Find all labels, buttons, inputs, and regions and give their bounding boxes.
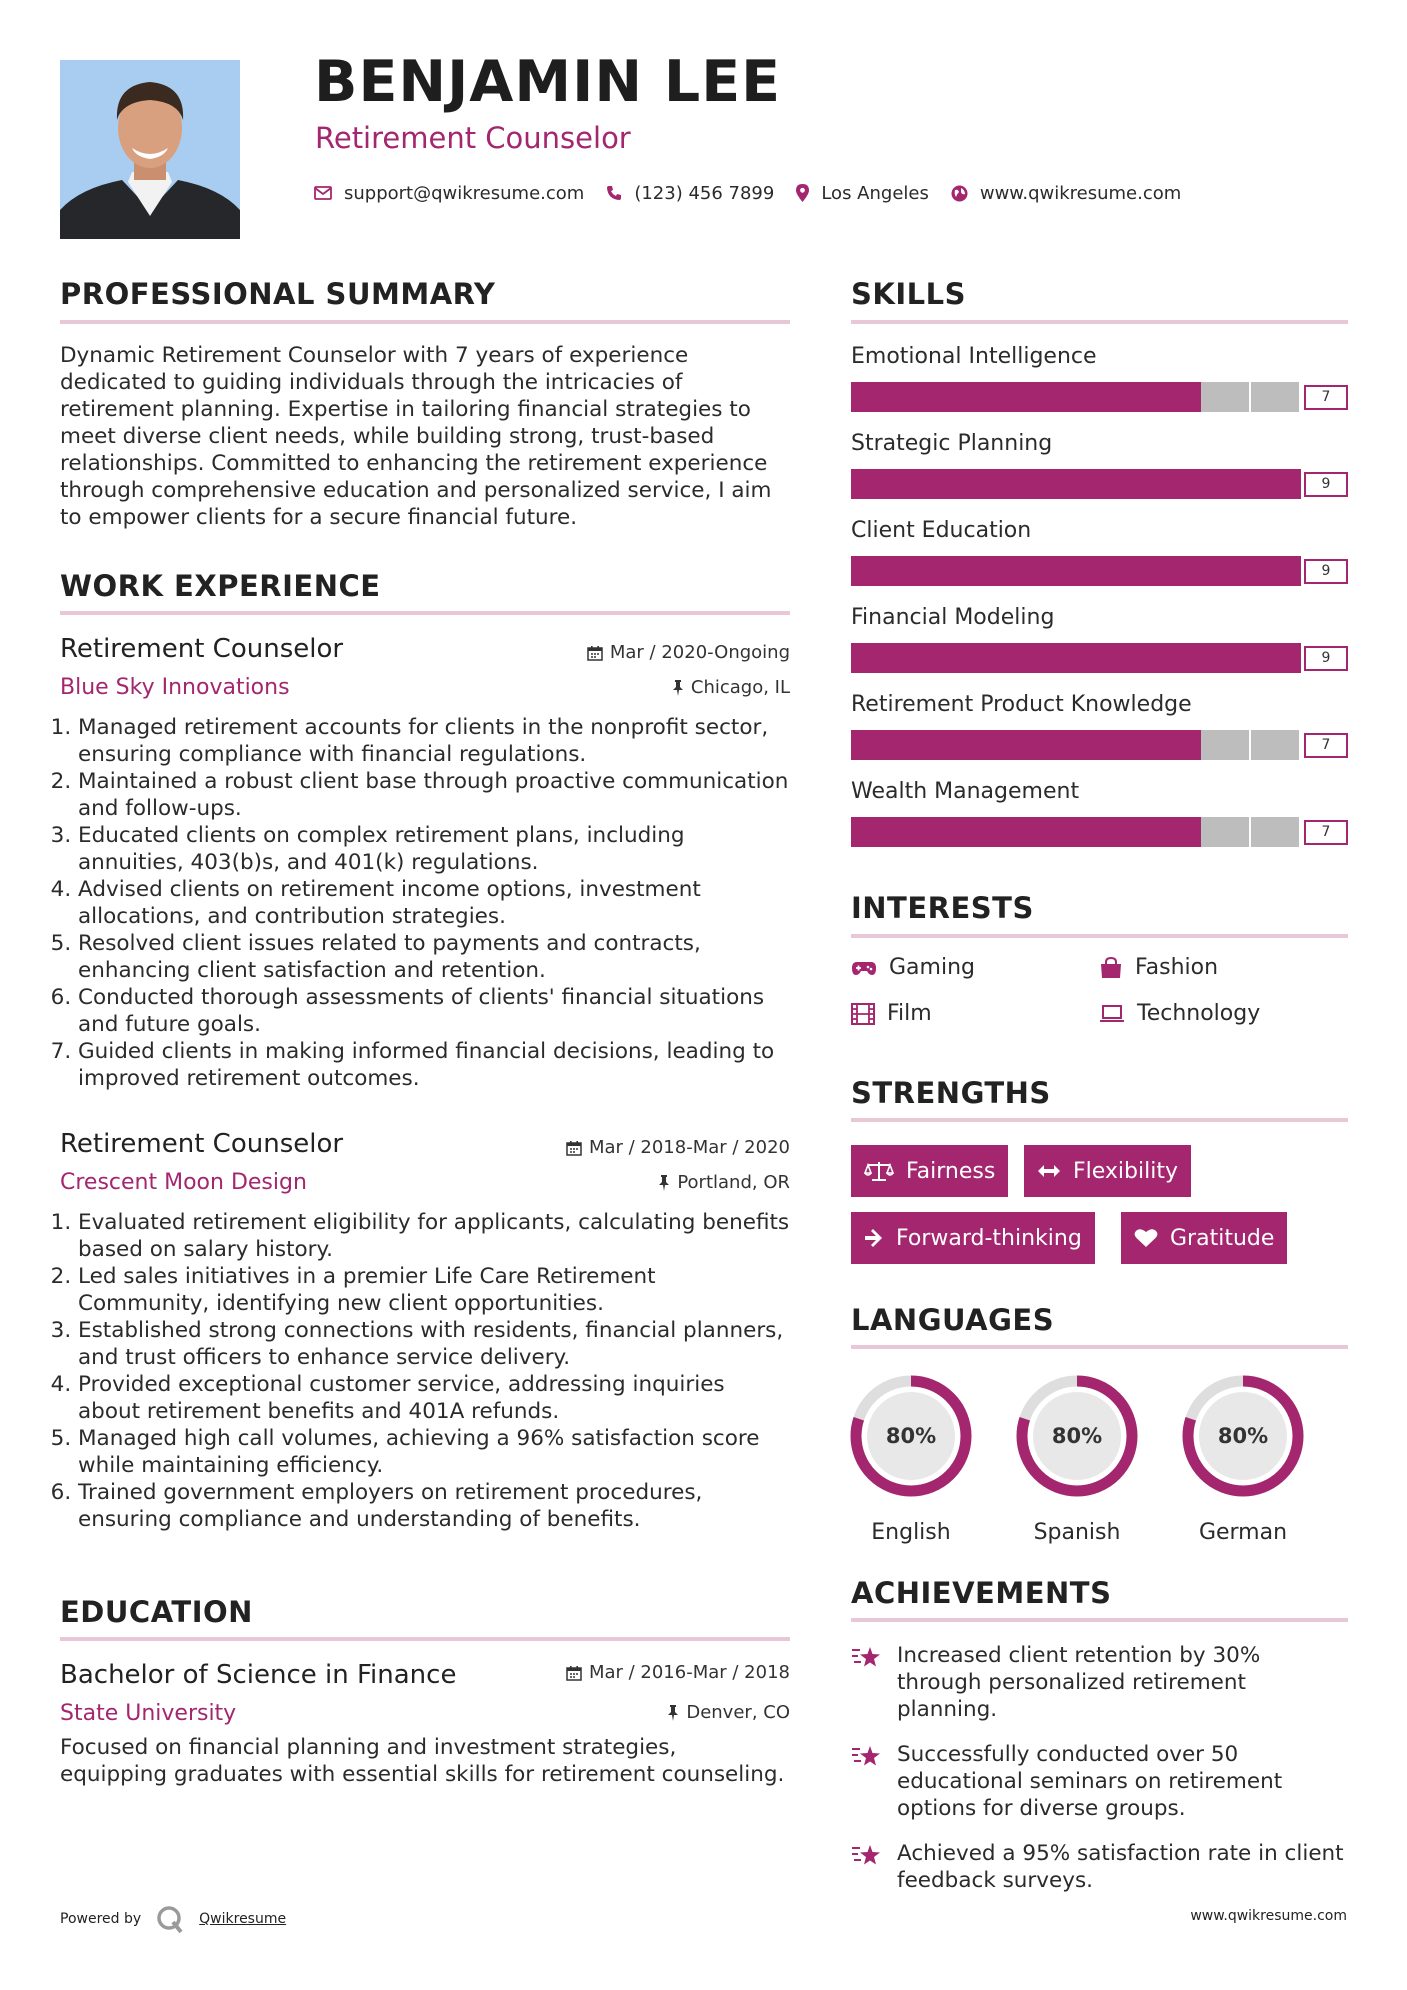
language-progress-ring [1173, 1366, 1313, 1506]
language-item [1173, 1366, 1313, 1545]
footer-powered-by [60, 1904, 286, 1934]
skills-divider [851, 320, 1348, 324]
shooting-star-icon [851, 1644, 883, 1672]
skill-segment [951, 817, 1001, 847]
skill-segment [1051, 643, 1101, 673]
skill-segment [1251, 730, 1301, 760]
language-item [841, 1366, 981, 1545]
strengths-divider [851, 1118, 1348, 1122]
skill-level-bar [851, 817, 1348, 847]
skill-segment [851, 643, 901, 673]
gamepad-icon [851, 959, 877, 977]
languages-divider [851, 1345, 1348, 1349]
contact-bar [314, 178, 1203, 208]
skill-segment [1001, 643, 1051, 673]
skill-segment [1201, 817, 1251, 847]
achievement-text: Successfully conducted over 50 educational seminars on retirement options for diverse groups. [897, 1742, 1283, 1821]
skill-segment [1201, 556, 1251, 586]
achievements-divider [851, 1618, 1348, 1622]
summary-divider [60, 320, 790, 324]
job-entry [60, 636, 790, 1092]
skill-segment [901, 643, 951, 673]
skill-segment [851, 817, 901, 847]
skill-level-value: 7 [1304, 733, 1348, 758]
job-dates [566, 1139, 790, 1157]
job-dates-text: Mar / 2020-Ongoing [609, 642, 790, 663]
skill-level-bar [851, 469, 1348, 499]
pushpin-icon [672, 680, 684, 696]
skill-segment [851, 556, 901, 586]
skill-level-value: 7 [1304, 385, 1348, 410]
summary-heading: PROFESSIONAL SUMMARY [60, 277, 496, 311]
strength-label: Forward-thinking [896, 1225, 1082, 1251]
contact-website[interactable] [951, 183, 1181, 204]
list-item: 2. Led sales initiatives in a premier Life Care Retirement Community, identifying new client opportunities. [78, 1263, 790, 1317]
skill-segment [1051, 382, 1101, 412]
skill-segment [1051, 469, 1101, 499]
shooting-star-icon [851, 1842, 883, 1870]
language-name: English [871, 1520, 951, 1545]
job-location [672, 679, 790, 697]
job-company: Crescent Moon Design [60, 1170, 307, 1195]
list-item: 4. Advised clients on retirement income options, investment allocations, and contribution strategies. [78, 876, 790, 930]
language-progress-ring [841, 1366, 981, 1506]
contact-phone[interactable] [606, 183, 774, 204]
skill-segment [851, 730, 901, 760]
education-heading: EDUCATION [60, 1595, 253, 1629]
pushpin-icon [658, 1175, 670, 1191]
skill-level-bar [851, 643, 1348, 673]
candidate-name: BENJAMIN LEE [314, 49, 782, 115]
language-percent: 80% [885, 1424, 937, 1448]
skill-segment [1151, 817, 1201, 847]
skill-segment [1101, 817, 1151, 847]
job-duties-list [60, 714, 790, 1092]
globe-icon [951, 185, 968, 202]
job-location-text: Chicago, IL [690, 677, 790, 698]
list-item: 3. Educated clients on complex retirement plans, including annuities, 403(b)s, and 401(k) regulations. [78, 822, 790, 876]
brand-link[interactable]: Qwikresume [199, 1911, 287, 1927]
strength-chip [1121, 1212, 1287, 1264]
list-item: 6. Conducted thorough assessments of clients' financial situations and future goals. [78, 984, 790, 1038]
languages-row [841, 1366, 1313, 1545]
skill-segment [1251, 643, 1301, 673]
achievement-item [851, 1840, 1348, 1894]
strength-label: Fairness [906, 1158, 996, 1184]
language-item [1007, 1366, 1147, 1545]
skill-segment [1101, 643, 1151, 673]
skill-segment [1151, 730, 1201, 760]
job-company: Blue Sky Innovations [60, 675, 290, 700]
interest-label: Technology [1137, 1001, 1261, 1026]
achievements-list [851, 1642, 1348, 1894]
list-item: 3. Established strong connections with residents, financial planners, and trust officers to enhance service delivery. [78, 1317, 790, 1371]
skill-segment [901, 556, 951, 586]
interest-label: Gaming [889, 955, 975, 980]
job-title: Retirement Counselor [60, 634, 344, 664]
summary-text: Dynamic Retirement Counselor with 7 years of experience dedicated to guiding individuals through the intricacies of retirement planning. Expertise in tailoring financial strategies to meet diverse client needs, while building strong, trust-based relationships. Committed to enhancing the retirement experience through comprehensive education and personalized service, I aim to empower clients for a secure financial future. [60, 343, 772, 530]
strengths-heading: STRENGTHS [851, 1076, 1051, 1110]
skill-level-bar [851, 730, 1348, 760]
experience-divider [60, 611, 790, 615]
list-item: 7. Guided clients in making informed financial decisions, leading to improved retirement outcomes. [78, 1038, 790, 1092]
calendar-icon [587, 645, 603, 661]
language-progress-ring [1007, 1366, 1147, 1506]
skill-segment [1051, 730, 1101, 760]
skill-item [851, 433, 1348, 520]
skill-segment [1251, 556, 1301, 586]
skill-item [851, 346, 1348, 433]
education-description: Focused on financial planning and investment strategies, equipping graduates with essential skills for retirement counseling. [60, 1735, 785, 1787]
skill-name: Wealth Management [851, 779, 1080, 804]
skill-segment [1101, 556, 1151, 586]
calendar-icon [566, 1140, 582, 1156]
strength-label: Gratitude [1170, 1225, 1275, 1251]
pushpin-icon [667, 1705, 679, 1721]
interest-item [1099, 955, 1218, 980]
education-divider [60, 1637, 790, 1641]
laptop-icon [1099, 1004, 1125, 1024]
interests-divider [851, 934, 1348, 938]
balance-scale-icon [864, 1160, 894, 1182]
experience-heading: WORK EXPERIENCE [60, 569, 381, 603]
skill-segment [1251, 382, 1301, 412]
skill-segment [951, 382, 1001, 412]
skill-segment [1001, 817, 1051, 847]
skill-segment [901, 469, 951, 499]
skill-level-value: 9 [1304, 472, 1348, 497]
skills-list [851, 346, 1348, 868]
calendar-icon [566, 1665, 582, 1681]
contact-email[interactable] [314, 183, 584, 204]
skill-segment [1001, 382, 1051, 412]
skill-level-bar [851, 556, 1348, 586]
skill-name: Emotional Intelligence [851, 344, 1097, 369]
list-item: 1. Evaluated retirement eligibility for applicants, calculating benefits based on salary history. [78, 1209, 790, 1263]
website-text: www.qwikresume.com [979, 182, 1182, 204]
skill-segment [1201, 643, 1251, 673]
heart-icon [1134, 1228, 1158, 1248]
interest-label: Fashion [1135, 955, 1219, 980]
skill-segment [1151, 382, 1201, 412]
skill-segment [851, 382, 901, 412]
language-percent: 80% [1051, 1424, 1103, 1448]
skill-item [851, 781, 1348, 868]
skill-segment [901, 730, 951, 760]
double-arrow-icon [1037, 1164, 1061, 1178]
education-dates-text: Mar / 2016-Mar / 2018 [588, 1662, 790, 1683]
skill-level-bar [851, 382, 1348, 412]
list-item: 6. Trained government employers on retirement procedures, ensuring compliance and understanding of benefits. [78, 1479, 790, 1533]
achievements-heading: ACHIEVEMENTS [851, 1576, 1112, 1610]
arrow-right-icon [864, 1229, 884, 1247]
skill-level-value: 9 [1304, 559, 1348, 584]
powered-by-label: Powered by [60, 1911, 142, 1927]
education-location [667, 1704, 790, 1722]
interests-heading: INTERESTS [851, 891, 1034, 925]
film-icon [851, 1003, 875, 1025]
education-dates [566, 1664, 790, 1682]
interest-label: Film [887, 1001, 932, 1026]
job-duties-list [60, 1209, 790, 1533]
email-text: support@qwikresume.com [344, 182, 585, 204]
list-item: 5. Managed high call volumes, achieving a 96% satisfaction score while maintaining efficiency. [78, 1425, 790, 1479]
job-location-text: Portland, OR [677, 1172, 790, 1193]
skill-segment [1051, 817, 1101, 847]
languages-heading: LANGUAGES [851, 1303, 1055, 1337]
skills-heading: SKILLS [851, 277, 966, 311]
education-entry [60, 1662, 790, 1788]
skill-name: Client Education [851, 518, 1032, 543]
skill-level-value: 7 [1304, 820, 1348, 845]
contact-location [796, 183, 929, 204]
skill-segment [1201, 730, 1251, 760]
language-name: Spanish [1033, 1520, 1121, 1545]
skill-segment [1101, 382, 1151, 412]
education-location-text: Denver, CO [686, 1702, 790, 1723]
skill-segment [1151, 643, 1201, 673]
phone-icon [606, 185, 622, 201]
phone-text: (123) 456 7899 [634, 182, 775, 204]
skill-segment [1101, 469, 1151, 499]
skill-name: Financial Modeling [851, 605, 1055, 630]
skill-segment [1001, 469, 1051, 499]
qwikresume-logo-icon [155, 1904, 185, 1934]
skill-segment [951, 643, 1001, 673]
skill-segment [901, 382, 951, 412]
skill-item [851, 520, 1348, 607]
footer-website[interactable]: www.qwikresume.com [1190, 1908, 1347, 1924]
achievement-text: Increased client retention by 30% through personalized retirement planning. [897, 1643, 1261, 1722]
skill-name: Retirement Product Knowledge [851, 692, 1192, 717]
skill-level-value: 9 [1304, 646, 1348, 671]
skill-item [851, 694, 1348, 781]
skill-segment [1001, 556, 1051, 586]
skill-item [851, 607, 1348, 694]
list-item: 5. Resolved client issues related to payments and contracts, enhancing client satisfaction and retention. [78, 930, 790, 984]
skill-segment [1201, 469, 1251, 499]
skill-segment [901, 817, 951, 847]
skill-segment [1251, 817, 1301, 847]
interest-item [851, 955, 975, 980]
profile-photo [60, 60, 240, 239]
list-item: 4. Provided exceptional customer service, addressing inquiries about retirement benefits and 401A refunds. [78, 1371, 790, 1425]
interest-item [1099, 1001, 1260, 1026]
language-percent: 80% [1217, 1424, 1269, 1448]
achievement-text: Achieved a 95% satisfaction rate in client feedback surveys. [897, 1841, 1344, 1893]
achievement-item [851, 1642, 1348, 1723]
envelope-icon [314, 186, 332, 200]
skill-segment [951, 469, 1001, 499]
shopping-bag-icon [1099, 957, 1123, 979]
degree-title: Bachelor of Science in Finance [60, 1660, 457, 1690]
skill-segment [1151, 469, 1201, 499]
person-portrait-icon [60, 60, 240, 239]
strength-chip [1024, 1145, 1191, 1197]
school-name: State University [60, 1701, 237, 1726]
location-text: Los Angeles [821, 182, 929, 204]
skill-segment [951, 730, 1001, 760]
skill-segment [851, 469, 901, 499]
job-location [658, 1174, 790, 1192]
interest-item [851, 1001, 932, 1026]
job-entry [60, 1131, 790, 1533]
strength-chip [851, 1212, 1095, 1264]
job-title: Retirement Counselor [60, 1129, 344, 1159]
skill-segment [1101, 730, 1151, 760]
list-item: 2. Maintained a robust client base through proactive communication and follow-ups. [78, 768, 790, 822]
strength-label: Flexibility [1073, 1158, 1178, 1184]
strength-chip [851, 1145, 1008, 1197]
skill-segment [1001, 730, 1051, 760]
skill-segment [1251, 469, 1301, 499]
skill-segment [951, 556, 1001, 586]
skill-name: Strategic Planning [851, 431, 1053, 456]
job-dates-text: Mar / 2018-Mar / 2020 [588, 1137, 790, 1158]
candidate-title: Retirement Counselor [315, 121, 631, 155]
skill-segment [1151, 556, 1201, 586]
shooting-star-icon [851, 1743, 883, 1771]
list-item: 1. Managed retirement accounts for clients in the nonprofit sector, ensuring compliance with financial regulations. [78, 714, 790, 768]
job-dates [587, 644, 790, 662]
skill-segment [1201, 382, 1251, 412]
language-name: German [1198, 1520, 1288, 1545]
skill-segment [1051, 556, 1101, 586]
achievement-item [851, 1741, 1348, 1822]
map-pin-icon [796, 184, 809, 202]
